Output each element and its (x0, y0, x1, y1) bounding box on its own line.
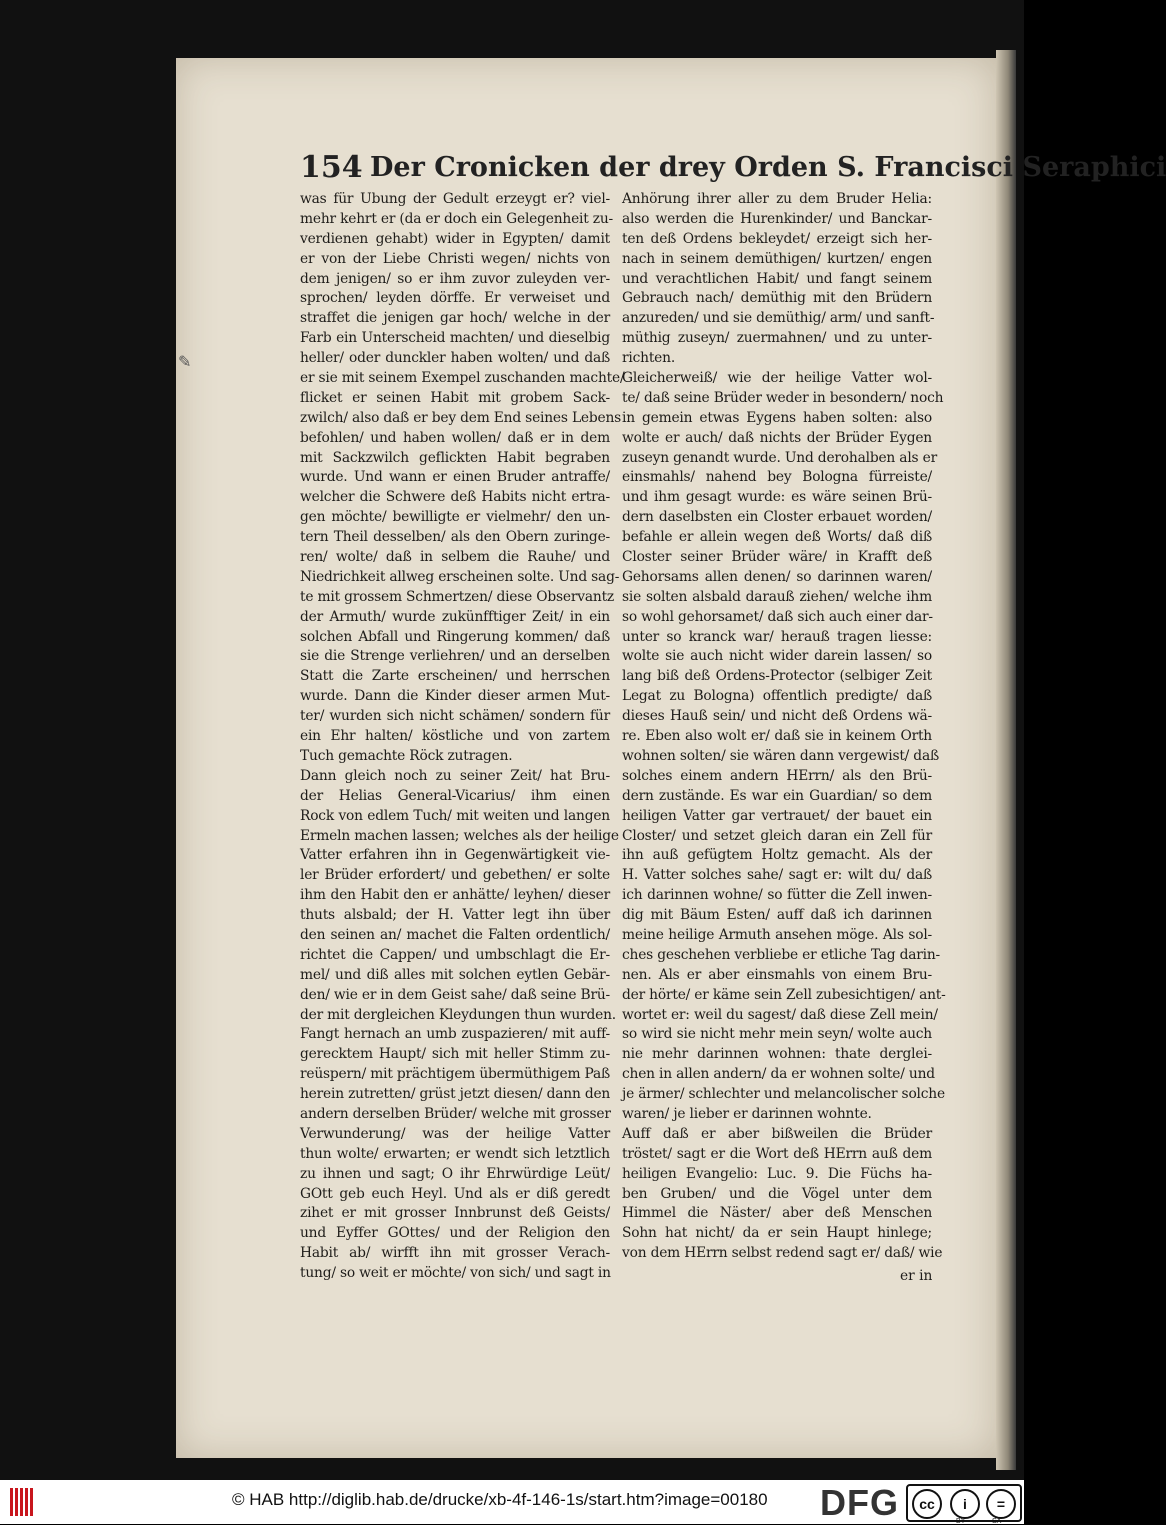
text-line: der Helias General-Vicarius/ ihm einen (300, 787, 610, 804)
text-line: gen möchte/ bewilligte er vielmehr/ den un- (300, 509, 610, 526)
text-line: den/ wie er in dem Geist sahe/ daß seine Brü- (300, 986, 611, 1003)
text-line: wurde. Und wann er einen Bruder antraffe/ (300, 469, 610, 486)
text-line: und ihm gesagt wurde: es wäre seinen Brü- (622, 489, 932, 506)
text-line: tern Theil desselben/ als den Obern zuringe- (300, 529, 610, 546)
text-line: ches geschehen verbliebe er etliche Tag darin- (622, 946, 941, 963)
text-line: anzureden/ und sie demüthig/ arm/ und sanft- (622, 310, 935, 327)
text-line: nie mehr darinnen wohnen: thate derglei- (622, 1046, 932, 1063)
text-line: dig mit Bäum Esten/ auff daß ich darinnen (622, 907, 932, 924)
text-line: wohnen solten/ sie wären dann vergewist/ daß (622, 747, 939, 764)
text-line: der mit dergleichen Kleydungen thun wurden. (300, 1006, 616, 1023)
share-alike-icon: = (986, 1489, 1016, 1519)
text-line: flicket er seinen Habit mit grobem Sack- (300, 389, 610, 406)
text-line: wurde. Dann die Kinder dieser armen Mut- (300, 688, 610, 705)
text-line: mit Sackzwilch geflickten Habit begraben (300, 449, 610, 466)
text-line: sie solten alsbald darauß ziehen/ welche ihm (622, 588, 932, 605)
text-line: Dann gleich noch zu seiner Zeit/ hat Bru- (300, 767, 610, 784)
text-line: Auff daß er aber bißweilen die Brüder (622, 1125, 932, 1142)
text-line: Farb ein Unterscheid machten/ und dieselbig (300, 330, 610, 347)
footer-bar (0, 1480, 1024, 1524)
text-line: herein zutretten/ grüst jetzt diesen/ dann den (300, 1086, 611, 1103)
right-text-column (622, 190, 946, 1264)
text-line: Himmel die Näster/ aber deß Menschen (622, 1205, 932, 1222)
text-line: ben Gruben/ und die Vögel unter dem (622, 1185, 932, 1202)
left-text-column (300, 190, 625, 1284)
text-line: zwilch/ also daß er bey dem End seines Lebens (300, 409, 622, 426)
text-line: dern daselbsten ein Closter erbauet worden/ (622, 509, 932, 526)
marginal-mark: ✎ (178, 352, 192, 371)
text-line: wortet er: weil du sagest/ daß diese Zell mein/ (622, 1006, 938, 1023)
text-line: Niedrichkeit allweg erscheinen solte. Und sag- (300, 568, 620, 585)
text-line: er von der Liebe Christi wegen/ nichts von (300, 250, 610, 267)
text-line: sprochen/ leyden dörffe. Er verweiset und (300, 290, 610, 307)
text-line: einsmahls/ nahend bey Bologna fürreiste/ (622, 469, 932, 486)
text-line: von dem HErrn selbst redend sagt er/ daß/ wie (622, 1245, 943, 1262)
text-line: heiligen Vatter gar vertrauet/ der bauet ein (622, 807, 932, 824)
text-line: Habit ab/ wirfft ihn mit grosser Verach- (300, 1245, 610, 1262)
cc-icon: cc (912, 1489, 942, 1519)
text-line: ihn auß gefügtem Holtz gemacht. Als der (622, 847, 932, 864)
text-line: müthig zuseyn/ zuermahnen/ und zu unter- (622, 330, 932, 347)
text-line: mehr kehrt er (da er doch ein Gelegenheit zu- (300, 210, 614, 227)
page-edge (996, 50, 1016, 1470)
text-line: nen. Als er aber einsmahls von einem Bru- (622, 966, 932, 983)
text-line: sie die Strenge verliehren/ und an derselben (300, 648, 610, 665)
text-line: ter/ wurden sich nicht schämen/ sondern für (300, 708, 610, 725)
text-line: ten deß Ordens bekleydet/ erzeigt sich her- (622, 230, 932, 247)
attribution-icon: i (950, 1489, 980, 1519)
text-line: so wohl gehorsamet/ daß sich auch einer dar- (622, 608, 933, 625)
text-line: welcher die Schwere deß Habits nicht ertra- (300, 489, 610, 506)
text-line: befahle er allein wegen deß Worts/ daß diß (622, 529, 932, 546)
text-line: je ärmer/ schlechter und melancolischer solche (622, 1086, 945, 1103)
text-line: Fangt hernach an umb zuspazieren/ mit auff- (300, 1026, 610, 1043)
text-line: Rock von edlem Tuch/ mit weiten und langen (300, 807, 610, 824)
cc-by-tag: BY (956, 1518, 966, 1525)
hab-logo-icon (10, 1488, 40, 1516)
running-title: Der Cronicken der drey Orden S. Francisci Seraphici (370, 152, 1166, 183)
text-line: in gemein etwas Eygens haben solten: also (622, 409, 932, 426)
text-line: reüspern/ mit prächtigem übermüthigem Paß (300, 1066, 611, 1083)
text-line: Gleicherweiß/ wie der heilige Vatter wol- (622, 370, 932, 387)
text-line: zihet er mit grosser Innbrunst deß Geists/ (300, 1205, 610, 1222)
text-line: andern derselben Brüder/ welche mit grosser (300, 1105, 611, 1122)
text-line: straffet die jenigen gar hoch/ welche in der (300, 310, 610, 327)
text-line: Legat zu Bologna) offentlich predigte/ daß (622, 688, 932, 705)
text-line: heiligen Evangelio: Luc. 9. Die Füchs ha- (622, 1165, 932, 1182)
text-line: Verwunderung/ was der heilige Vatter (300, 1125, 610, 1142)
creative-commons-badge[interactable] (906, 1484, 1022, 1525)
cc-sa-tag: SA (992, 1518, 1002, 1525)
dfg-logo: DFG (820, 1482, 899, 1523)
text-line: lang biß deß Ordens-Protector (selbiger Zeit (622, 668, 932, 685)
text-line: befohlen/ und haben wollen/ daß er in dem (300, 429, 610, 446)
text-line: der Armuth/ wurde zukünfftiger Zeit/ in ein (300, 608, 610, 625)
text-line: te mit grossem Schmertzen/ diese Observantz (300, 588, 614, 605)
text-line: nach in seinem demüthigen/ kurtzen/ engen (622, 250, 932, 267)
text-line: heller/ oder dunckler haben wolten/ und daß (300, 350, 610, 367)
text-line: Closter/ und setzet gleich daran ein Zell für (622, 827, 932, 844)
text-line: ler Brüder erfordert/ und gebethen/ er solte (300, 867, 610, 884)
text-line: richten. (622, 350, 676, 367)
text-line: tröstet/ sagt er die Wort deß HErrn auß dem (622, 1145, 932, 1162)
text-line: Sohn hat nicht/ da er sein Haupt hinlege; (622, 1225, 932, 1242)
text-line: zuseyn genandt wurde. Und derohalben als er (622, 449, 937, 466)
text-line: er sie mit seinem Exempel zuschanden machte/ (300, 370, 625, 387)
text-line: der hörte/ er käme sein Zell zubesichtigen/ ant- (622, 986, 946, 1003)
text-line: zu ihnen und sagt; O ihr Ehrwürdige Leüt/ (300, 1165, 610, 1182)
text-line: richtet die Cappen/ und umbschlagt die Er- (300, 946, 610, 963)
text-line: dieses Hauß sein/ und nicht deß Ordens wä- (622, 708, 932, 725)
text-line: wolte er auch/ daß nichts der Brüder Eygen (622, 429, 932, 446)
text-line: thun wolte/ erwarten; er wendt sich letztlich (300, 1145, 610, 1162)
page-header (300, 150, 1166, 190)
text-line: Anhörung ihrer aller zu dem Bruder Helia: (622, 191, 932, 207)
text-line: solchen Abfall und Ringerung kommen/ daß (300, 628, 610, 645)
text-line: solches einem andern HErrn/ als den Brü- (622, 767, 932, 784)
text-line: wolte sie auch nicht wider darein lassen/ so (622, 648, 932, 665)
text-line: Closter seiner Brüder wäre/ in Krafft deß (622, 549, 932, 566)
text-line: Statt die Zarte erscheinen/ und herrschen (300, 668, 610, 685)
text-line: thuts alsbald; der H. Vatter legt ihn über (300, 907, 610, 924)
text-line: dern zustände. Es war ein Guardian/ so dem (622, 787, 932, 804)
text-line: re. Eben also wolt er/ daß sie in keinem Orth (622, 728, 932, 745)
text-line: meine heilige Armuth ansehen möge. Als sol- (622, 926, 932, 943)
text-line: mel/ und diß alles mit solchen eytlen Gebär- (300, 966, 610, 983)
text-line: und verachtlichen Habit/ und fangt seinem (622, 270, 932, 287)
text-line: dem jenigen/ so er ihm zuvor zuleyden ver- (300, 270, 610, 287)
text-line: was für Ubung der Gedult erzeygt er? viel- (300, 191, 610, 207)
page-number: 154 (300, 150, 363, 185)
text-line: Tuch gemachte Röck zutragen. (300, 747, 513, 764)
text-line: tung/ so weit er möchte/ von sich/ und sagt in (300, 1265, 611, 1282)
text-line: also werden die Hurenkinder/ und Banckar- (622, 210, 932, 227)
text-line: ein Ehr halten/ köstliche und von zartem (300, 728, 610, 745)
text-line: H. Vatter solches sahe/ sagt er: wilt du/ daß (622, 867, 932, 884)
text-line: ich darinnen wohne/ so fütter die Zell inwen- (622, 887, 932, 904)
text-line: ren/ wolte/ daß in selbem die Rauhe/ und (300, 549, 610, 566)
text-line: Gehorsams allen denen/ so darinnen waren/ (622, 568, 932, 585)
text-line: ihm den Habit den er anhätte/ leyhen/ dieser (300, 887, 610, 904)
catchword: er in (900, 1268, 933, 1284)
text-line: so wird sie nicht mehr mein seyn/ wolte auch (622, 1026, 932, 1043)
text-line: Gebrauch nach/ demüthig mit den Brüdern (622, 290, 932, 307)
text-line: waren/ je lieber er darinnen wohnte. (622, 1105, 872, 1122)
copyright-credit[interactable]: © HAB http://diglib.hab.de/drucke/xb-4f-146-1s/start.htm?image=00180 (232, 1490, 768, 1509)
text-line: verdienen gehabt) wider in Egypten/ damit (300, 230, 610, 247)
text-line: und Eyffer GOttes/ und der Religion den (300, 1225, 610, 1242)
text-line: te/ daß seine Brüder weder in besondern/ noch (622, 389, 944, 406)
text-line: chen in allen andern/ da er wohnen solte/ und (622, 1066, 935, 1083)
text-line: unter so kranck war/ herauß tragen liesse: (622, 628, 932, 645)
text-line: gerecktem Haupt/ sich mit heller Stimm zu- (300, 1046, 610, 1063)
text-line: Ermeln machen lassen; welches als der heilige (300, 827, 619, 844)
text-line: Vatter erfahren ihn in Gegenwärtigkeit vie- (300, 847, 610, 864)
text-line: den seinen an/ machet die Falten ordentlich/ (300, 926, 610, 943)
text-line: GOtt geb euch Heyl. Und als er diß geredt (300, 1185, 610, 1202)
